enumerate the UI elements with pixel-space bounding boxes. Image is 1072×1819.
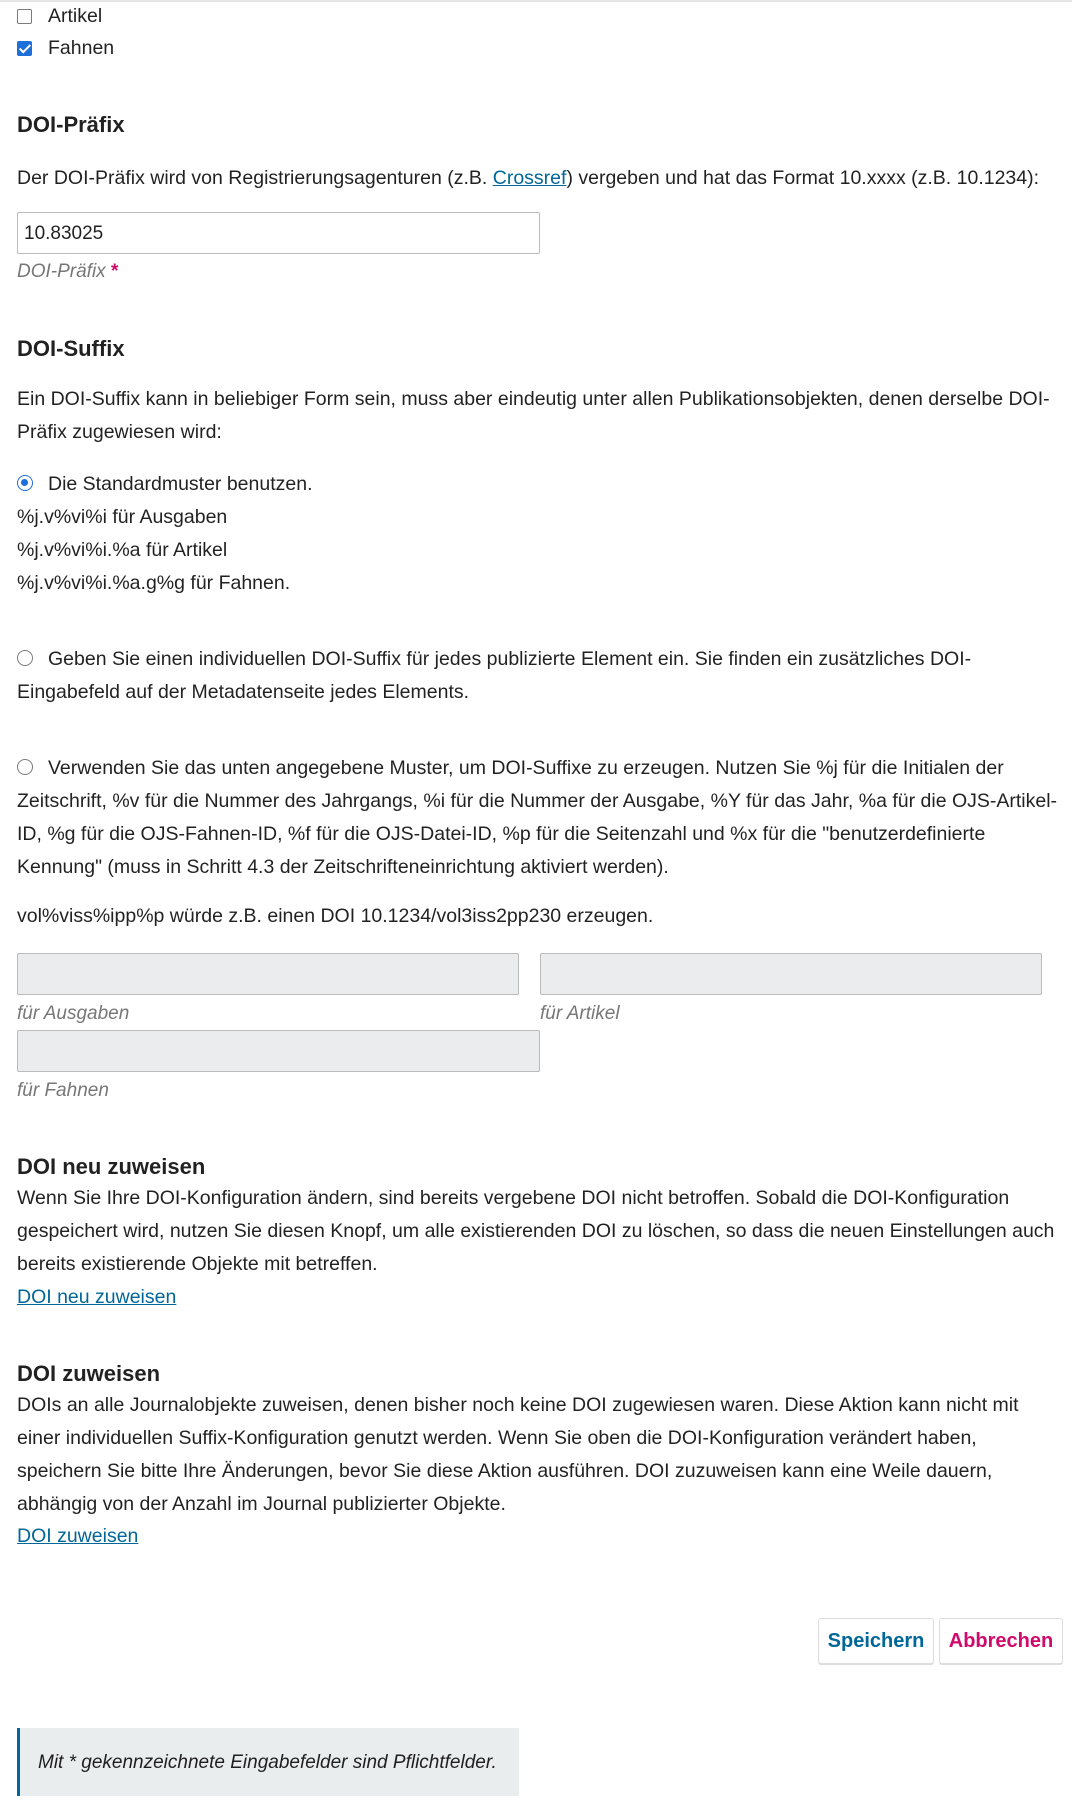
doi-prefix-description	[17, 162, 1067, 195]
required-fields-notice: Mit * gekennzeichnete Eingabefelder sind Pflichtfelder.	[17, 1728, 519, 1796]
radio-option-default[interactable]	[17, 468, 1062, 600]
doi-prefix-field-label	[17, 258, 118, 286]
individual-suffix-radio[interactable]	[17, 650, 33, 666]
artikel-checkbox[interactable]	[17, 9, 32, 24]
doi-suffix-heading: DOI-Suffix	[17, 336, 125, 361]
doi-assign-description: DOIs an alle Journalobjekte zuweisen, denen bisher noch keine DOI zugewiesen waren. Diese Aktion kann nicht mit einer individuellen Suffix-Konfiguration genutzt werden. Wenn Sie oben die DOI-Konfiguration verändert haben, speichern Sie bitte Ihre Änderungen, bevor Sie diese Aktion ausführen. DOI zuzuweisen kann eine Weile dauern, abhängig von der Anzahl im Journal publizierter Objekte.	[17, 1394, 1019, 1515]
pattern-suffix-label: Verwenden Sie das unten angegebene Muster, um DOI-Suffixe zu erzeugen. Nutzen Sie %j für die Initialen der Zeitschrift, %v für die Nummer des Jahrgangs, %i für die Nummer der Ausgabe, %Y für das Jahr, %a für die OJS-Artikel-ID, %g für die OJS-Fahnen-ID, %f für die OJS-Datei-ID, %p für die Seitenzahl und %x für die "benutzerdefinierte Kennung" (muss in Schritt 4.3 der Zeitschrifteneinrichtung aktiviert werden).	[17, 757, 1058, 878]
artikel-checkbox-label: Artikel	[48, 4, 103, 27]
doi-reassign-description: Wenn Sie Ihre DOI-Konfiguration ändern, sind bereits vergebene DOI nicht betroffen. Sobald die DOI-Konfiguration gespeichert wird, nutzen Sie diesen Knopf, um alle existierenden DOI zu löschen, so dass die neuen Einstellungen auch bereits existierende Objekte mit betreffen.	[17, 1187, 1055, 1275]
default-pattern-line-galleys: %j.v%vi%i.%a.g%g für Fahnen.	[17, 572, 291, 594]
doi-prefix-description-tail: ) vergeben und hat das Format 10.xxxx (z.B. 10.1234):	[566, 167, 1040, 189]
top-divider	[0, 0, 1072, 2]
pattern-suffix-radio[interactable]	[17, 759, 33, 775]
doi-suffix-description: Ein DOI-Suffix kann in beliebiger Form sein, muss aber eindeutig unter allen Publikationsobjekten, denen derselbe DOI-Präfix zugewiesen wird:	[17, 388, 1050, 443]
checkbox-row-artikel[interactable]	[17, 1, 102, 31]
pattern-example: vol%viss%ipp%p würde z.B. einen DOI 10.1234/vol3iss2pp230 erzeugen.	[17, 905, 654, 927]
galleys-pattern-input[interactable]	[17, 1030, 540, 1072]
radio-option-pattern[interactable]	[17, 752, 1062, 884]
doi-assign-link[interactable]: DOI zuweisen	[17, 1525, 139, 1547]
doi-prefix-field-label-text: DOI-Präfix	[17, 261, 106, 282]
doi-prefix-description-text: Der DOI-Präfix wird von Registrierungsagenturen (z.B.	[17, 167, 493, 189]
cancel-button[interactable]: Abbrechen	[939, 1618, 1063, 1664]
crossref-link[interactable]: Crossref	[492, 167, 567, 189]
fahnen-checkbox-label: Fahnen	[48, 36, 115, 59]
doi-reassign-link[interactable]: DOI neu zuweisen	[17, 1286, 177, 1308]
issues-pattern-label: für Ausgaben	[17, 1003, 130, 1024]
required-marker: *	[110, 261, 119, 282]
fahnen-checkbox[interactable]	[17, 41, 32, 56]
default-pattern-radio[interactable]	[17, 475, 33, 491]
default-pattern-label: Die Standardmuster benutzen.	[48, 473, 313, 495]
radio-option-individual[interactable]	[17, 643, 1062, 709]
save-button[interactable]: Speichern	[818, 1618, 934, 1664]
default-pattern-line-articles: %j.v%vi%i.%a für Artikel	[17, 539, 228, 561]
doi-prefix-heading: DOI-Präfix	[17, 112, 125, 137]
doi-reassign-heading: DOI neu zuweisen	[17, 1154, 206, 1179]
doi-prefix-input[interactable]: 10.83025	[17, 212, 540, 254]
individual-suffix-label: Geben Sie einen individuellen DOI-Suffix für jedes publizierte Element ein. Sie finden ein zusätzliches DOI-Eingabefeld auf der Metadatenseite jedes Elements.	[17, 648, 972, 703]
doi-assign-heading: DOI zuweisen	[17, 1361, 161, 1386]
galleys-pattern-label: für Fahnen	[17, 1080, 109, 1101]
default-pattern-line-issues: %j.v%vi%i für Ausgaben	[17, 506, 228, 528]
articles-pattern-label: für Artikel	[540, 1003, 620, 1024]
checkbox-row-fahnen[interactable]	[17, 33, 114, 63]
issues-pattern-input[interactable]	[17, 953, 519, 995]
articles-pattern-input[interactable]	[540, 953, 1042, 995]
